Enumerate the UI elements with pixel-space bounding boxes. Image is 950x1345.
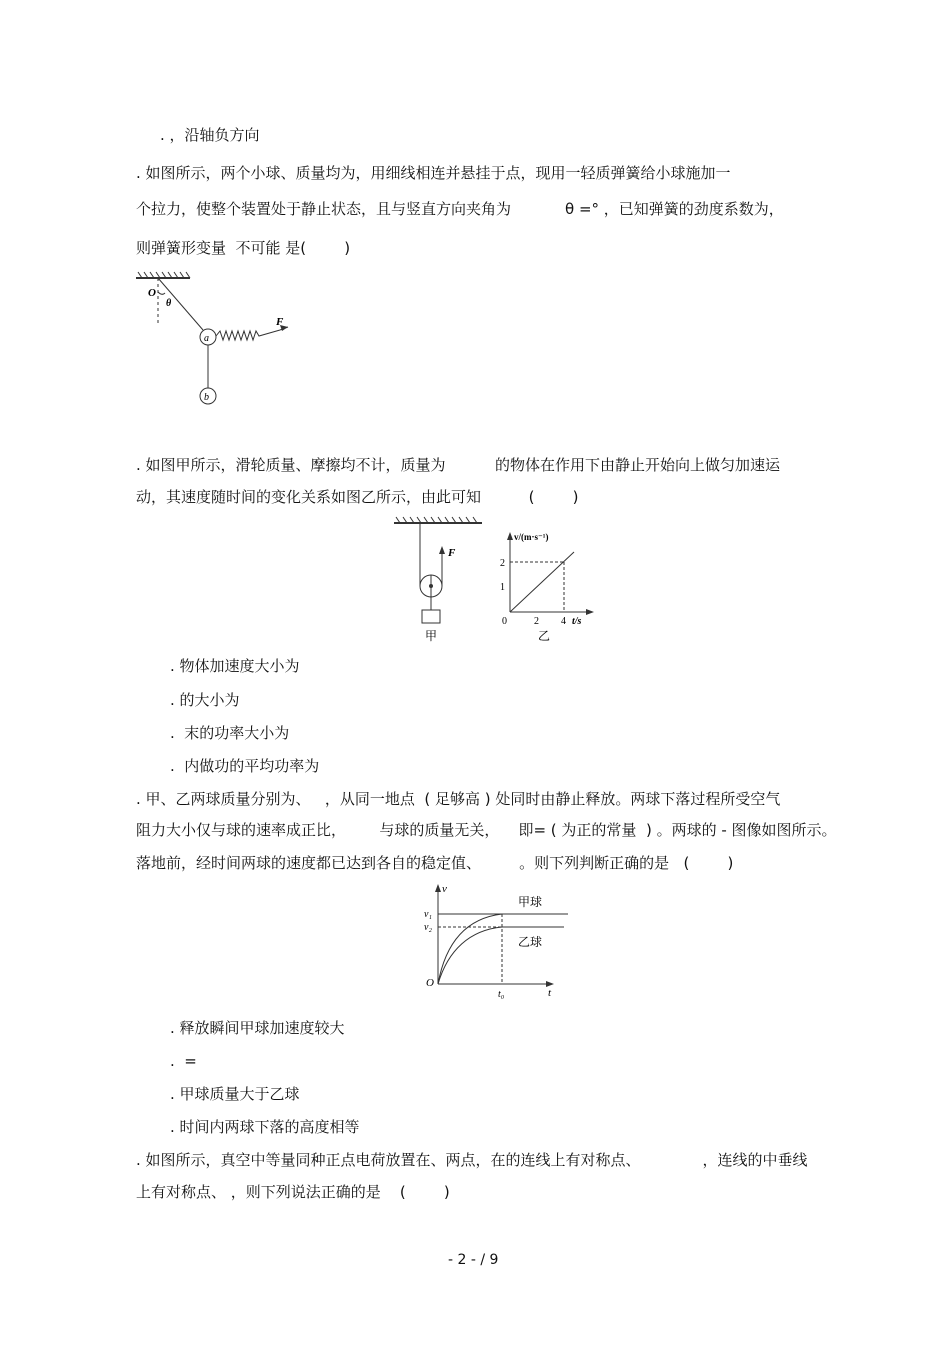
- page-number: - 2 - / 9: [448, 1252, 499, 1268]
- pendulum-spring-figure: [130, 270, 300, 410]
- question-line-4: 则弹簧形变量 不可能 是( ): [136, 239, 351, 257]
- question-line-2: . 如图所示，两个小球、质量均为，用细线相连并悬挂于点，现用一轻质弹簧给小球施加一: [136, 164, 731, 182]
- question-line-5b: 的物体在作用下由静止开始向上做匀加速运: [495, 456, 781, 474]
- question-line-8: 阻力大小仅与球的速率成正比， 与球的质量无关， 即= ( 为正的常量 ) 。两球的 - 图像如图所示。: [136, 821, 837, 839]
- option-4: . 内做功的平均功率为: [170, 757, 320, 775]
- question-line-3b: θ =° ，已知弹簧的劲度系数为，: [565, 200, 784, 218]
- axis-v-label: v: [442, 883, 447, 895]
- label-v2: v₂: [424, 922, 432, 933]
- question-line-10: . 如图所示，真空中等量同种正点电荷放置在、两点，在的连线上有对称点、 ，连线的中垂线: [136, 1151, 808, 1169]
- label-a: a: [204, 333, 209, 344]
- axis-t-label: t: [548, 987, 552, 999]
- tick-x-0: 0: [502, 616, 507, 627]
- label-origin: O: [426, 977, 434, 989]
- question-line-7: . 甲、乙两球质量分别为、 ，从同一地点 ( 足够高 ) 处同时由静止释放。两球下落过程所受空气: [136, 790, 781, 808]
- label-yi: 乙: [538, 629, 551, 643]
- option-1: . 物体加速度大小为: [170, 657, 300, 675]
- tick-y-1: 1: [500, 582, 505, 593]
- question-line-5a: . 如图甲所示，滑轮质量、摩擦均不计，质量为: [136, 456, 446, 474]
- label-t0: t₀: [498, 989, 505, 1000]
- option-6: . =: [170, 1052, 197, 1070]
- tick-x-2: 2: [534, 616, 539, 627]
- tick-x-4: 4: [561, 616, 566, 627]
- two-balls-vt-graph: [418, 880, 568, 1000]
- question-line-9: 落地前，经时间两球的速度都已达到各自的稳定值、 。则下列判断正确的是 ( ): [136, 854, 734, 872]
- label-F: F: [276, 316, 284, 328]
- label-O: O: [148, 287, 156, 299]
- option-3: . 末的功率大小为: [170, 724, 290, 742]
- axis-v-label: v/(m·s⁻¹): [514, 532, 549, 542]
- question-line-11: 上有对称点、 ，则下列说法正确的是 ( ): [136, 1183, 450, 1201]
- pulley-figure: [392, 516, 487, 644]
- tick-y-2: 2: [500, 558, 505, 569]
- option-7: . 甲球质量大于乙球: [170, 1085, 300, 1103]
- label-jia-ball: 甲球: [518, 895, 543, 909]
- option-8: . 时间内两球下落的高度相等: [170, 1118, 360, 1136]
- label-v1: v₁: [424, 909, 432, 920]
- line-1: . ，沿轴负方向: [160, 126, 260, 144]
- question-line-6: 动，其速度随时间的变化关系如图乙所示，由此可知 ( ): [136, 488, 579, 506]
- label-yi-ball: 乙球: [518, 935, 543, 949]
- label-jia: 甲: [425, 629, 438, 643]
- label-theta: θ: [166, 298, 172, 309]
- label-b: b: [204, 392, 209, 403]
- option-2: . 的大小为: [170, 691, 240, 709]
- axis-t-label: t/s: [572, 616, 582, 627]
- question-line-3a: 个拉力，使整个装置处于静止状态，且与竖直方向夹角为: [136, 200, 512, 218]
- option-5: . 释放瞬间甲球加速度较大: [170, 1019, 345, 1037]
- label-F: F: [448, 547, 456, 559]
- velocity-time-graph-yi: [492, 528, 602, 644]
